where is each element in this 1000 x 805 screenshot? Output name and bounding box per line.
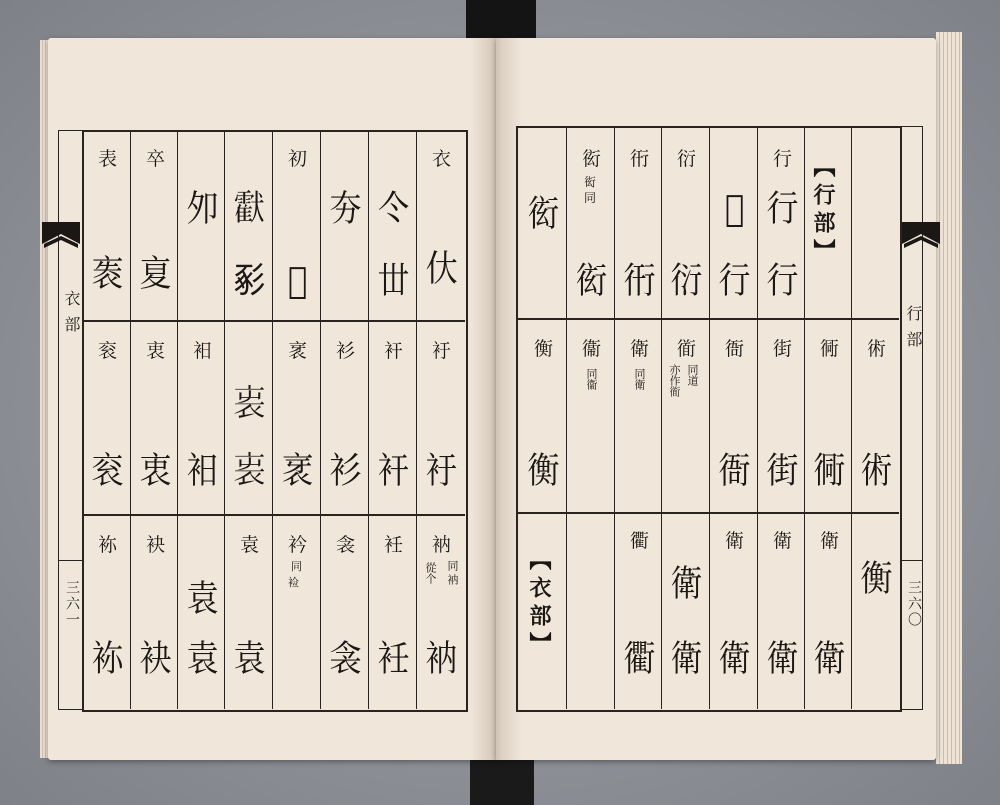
variant-note: 同衞 [585,368,598,390]
seal-glyph: 衧 [425,448,458,492]
variant-note: 衒 [584,175,597,189]
seal-glyph: 𧘫 [233,448,266,492]
right-col-line [661,127,662,709]
fish-tail-mark [902,222,940,252]
variant-note: 衲 [446,574,459,585]
seal-glyph: 衾 [329,636,362,680]
left-col-line [130,131,131,709]
seal-glyph: 衺 [281,448,314,492]
seal-glyph: 衲 [425,636,458,680]
left-margin-rule [58,130,59,710]
seal-glyph: 衡 [860,556,893,600]
entry-char: 衕 [819,338,839,360]
entry-char: 初 [287,148,307,170]
entry-char: 衲 [431,534,451,556]
entry-char: 衿 [287,534,307,556]
variant-note: 裣 [288,576,299,589]
entry-char: 衵 [192,340,212,362]
entry-char: 衺 [287,340,307,362]
seal-glyph: 衛 [766,636,799,680]
left-page-number: 三六一 [64,580,80,628]
seal-glyph: 𡄛 [287,258,308,302]
seal-glyph: 袁 [186,576,219,620]
seal-glyph: 行 [718,258,751,302]
entry-char: 衒 [581,148,601,170]
seal-glyph: 衦 [377,448,410,492]
entry-char: 衦 [383,340,403,362]
seal-glyph: 𢒔 [233,258,266,302]
right-margin-rule-mid [900,560,922,561]
entry-char: 衎 [629,148,649,170]
entry-char: 行 [772,148,792,170]
seal-glyph: 衒 [527,191,560,235]
spine-cloth-top [466,0,536,40]
seal-glyph: 㐲 [425,246,458,290]
left-margin-rule-mid [58,560,82,561]
entry-char: 衫 [335,340,355,362]
seal-glyph: 衽 [377,636,410,680]
seal-glyph: 仒 [377,186,410,230]
entry-char: 袁 [239,534,259,556]
left-col-line [177,131,178,709]
variant-note: 同 [584,191,597,205]
section-heading-yi: 【衣部】 [526,548,552,660]
seal-glyph: 術 [860,448,893,492]
entry-char: 衍 [676,148,696,170]
seal-glyph: 行 [766,258,799,302]
seal-glyph: 夘 [186,186,219,230]
seal-glyph: 衙 [718,448,751,492]
right-row-line [517,318,899,320]
entry-char: 衢 [629,530,649,552]
seal-glyph: 衫 [329,448,362,492]
seal-glyph: 㚆 [139,251,172,295]
seal-glyph: 街 [766,448,799,492]
right-col-line [614,127,615,709]
seal-glyph: 丗 [377,258,410,302]
right-margin-rule-top [900,126,922,127]
seal-glyph: 衮 [91,448,124,492]
entry-char: 衜 [676,338,696,360]
fish-tail-mark [42,222,80,252]
spine-cloth-bottom [470,760,534,805]
entry-char: 衾 [335,534,355,556]
variant-note: 亦作衜 [668,364,681,397]
entry-char: 袮 [97,534,117,556]
seal-glyph: 衍 [670,258,703,302]
right-margin-title: 行部 [904,305,923,357]
entry-char: 衛 [819,530,839,552]
gutter-shadow [470,38,522,760]
seal-glyph: 𧘫 [233,381,266,425]
variant-note: 同 [446,560,459,571]
variant-note: 同道 [686,364,699,386]
seal-glyph: 袠 [91,251,124,295]
left-row-line [83,514,465,516]
left-col-line [320,131,321,709]
seal-glyph: 袂 [139,636,172,680]
variant-note: 同衛 [633,368,646,390]
entry-char: 街 [772,338,792,360]
seal-glyph: 衵 [186,448,219,492]
left-margin-rule-bottom [58,709,82,710]
seal-glyph: 袁 [233,636,266,680]
variant-note: 從个 [424,562,437,584]
seal-glyph: 行 [766,186,799,230]
seal-glyph: 衡 [527,448,560,492]
seal-glyph: 衛 [813,636,846,680]
left-row-line [83,320,465,322]
seal-glyph: 衢 [623,636,656,680]
entry-char: 衧 [431,340,451,362]
entry-char: 卒 [145,148,165,170]
seal-glyph: 衎 [623,258,656,302]
seal-glyph: 衛 [718,636,751,680]
entry-char: 術 [866,338,886,360]
seal-glyph: 衕 [813,448,846,492]
entry-char: 衡 [533,338,553,360]
entry-char: 衷 [145,340,165,362]
entry-char: 衮 [97,340,117,362]
seal-glyph: 衛 [670,636,703,680]
seal-glyph: 夯 [329,186,362,230]
seal-glyph: 𤣅 [233,186,266,230]
seal-glyph: 袁 [186,636,219,680]
right-col-line [709,127,710,709]
seal-glyph: 𠉀 [724,186,745,230]
entry-char: 衞 [581,338,601,360]
variant-note: 同 [291,560,302,573]
right-margin-rule-bottom [900,709,922,710]
right-row-line [517,512,899,514]
entry-char: 衛 [772,530,792,552]
seal-glyph: 衒 [575,258,608,302]
entry-char: 衛 [724,530,744,552]
section-heading-xing: 【行部】 [810,155,836,267]
seal-glyph: 衷 [139,448,172,492]
left-margin-title: 衣部 [62,290,81,342]
seal-glyph: 袮 [91,636,124,680]
entry-char: 表 [97,148,117,170]
left-margin-rule-top [58,130,82,131]
entry-char: 衣 [431,148,451,170]
entry-char: 衽 [383,534,403,556]
right-col-line [851,127,852,709]
entry-char: 袂 [145,534,165,556]
right-page-number: 三六〇 [906,580,922,628]
seal-glyph: 衛 [670,561,703,605]
page-edges-right [936,32,962,764]
entry-char: 衙 [724,338,744,360]
entry-char: 衛 [629,338,649,360]
